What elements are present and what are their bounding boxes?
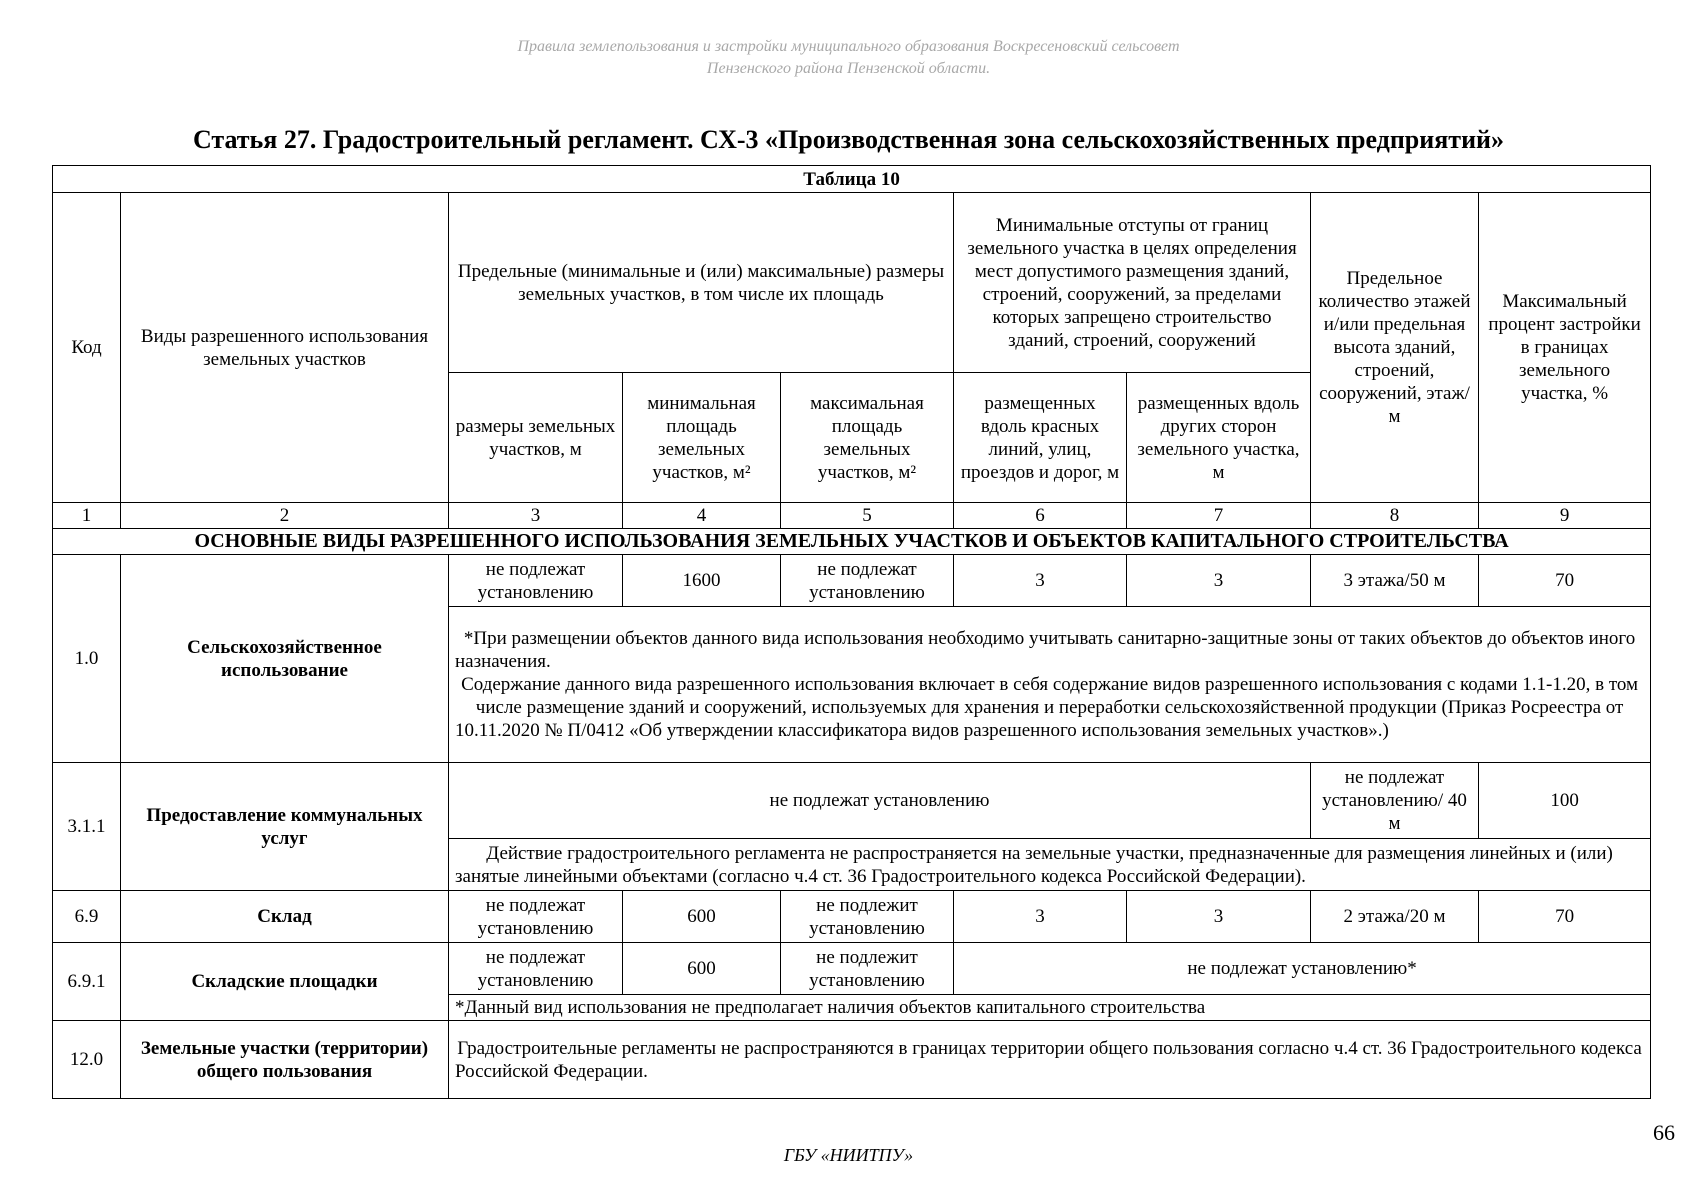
column-number: 2 bbox=[121, 503, 449, 529]
cell-limits-merged: не подлежат установлению bbox=[449, 763, 1311, 839]
cell-min-area: 1600 bbox=[623, 555, 781, 607]
cell-setback-red: 3 bbox=[954, 555, 1127, 607]
running-header-line-1: Правила землепользования и застройки муниципального образования Воскресеновский сельсовет bbox=[517, 38, 1180, 55]
header-sizes: размеры земельных участков, м bbox=[449, 373, 623, 503]
cell-max-area: не подлежит установлению bbox=[781, 943, 954, 995]
row-code: 6.9.1 bbox=[53, 943, 121, 1021]
header-coverage: Максимальный процент застройки в границах земельного участка, % bbox=[1479, 193, 1651, 503]
column-number: 6 bbox=[954, 503, 1127, 529]
cell-rest-merged: не подлежат установлению* bbox=[954, 943, 1651, 995]
row-code: 3.1.1 bbox=[53, 763, 121, 891]
article-title: Статья 27. Градостроительный регламент. СХ-3 «Производственная зона сельскохозяйственных предприятий» bbox=[192, 125, 1505, 154]
row-code: 6.9 bbox=[53, 891, 121, 943]
table-row bbox=[53, 763, 1651, 839]
row-code: 1.0 bbox=[53, 555, 121, 763]
row-note: *Данный вид использования не предполагает наличия объектов капитального строительства bbox=[449, 995, 1651, 1021]
header-kinds: Виды разрешенного использования земельных участков bbox=[121, 193, 449, 503]
table-row bbox=[53, 943, 1651, 995]
header-max-area: максимальная площадь земельных участков, м² bbox=[781, 373, 954, 503]
cell-max-area: не подлежит установлению bbox=[781, 891, 954, 943]
column-number: 5 bbox=[781, 503, 954, 529]
cell-floors: не подлежат установлению/ 40 м bbox=[1311, 763, 1479, 839]
running-header bbox=[0, 36, 1697, 80]
row-name: Сельскохозяйственное использование bbox=[121, 555, 449, 763]
cell-setback-red: 3 bbox=[954, 891, 1127, 943]
cell-min-area: 600 bbox=[623, 891, 781, 943]
cell-sizes: не подлежат установлению bbox=[449, 555, 623, 607]
column-number: 3 bbox=[449, 503, 623, 529]
cell-sizes: не подлежат установлению bbox=[449, 943, 623, 995]
table-row bbox=[53, 555, 1651, 607]
row-note: Градостроительные регламенты не распространяются в границах территории общего пользования согласно ч.4 ст. 36 Градостроительного кодекса Российской Федерации. bbox=[449, 1021, 1651, 1099]
column-number: 4 bbox=[623, 503, 781, 529]
row-note: Действие градостроительного регламента не распространяется на земельные участки, предназначенные для размещения линейных и (или) занятые линейными объектами (согласно ч.4 ст. 36 Градостроительного кодекса Российской Федерации). bbox=[449, 839, 1651, 891]
row-note bbox=[449, 607, 1651, 763]
note-paragraph: Содержание данного вида разрешенного использования включает в себя содержание видов разрешенного использования с кодами 1.1-1.20, в том числе размещение зданий и сооружений, используемых для хранения и переработки сельскохозяйственной продукции (Приказ Росреестра от 10.11.2020 № П/0412 «Об утверждении классификатора видов разрешенного использования земельных участков».) bbox=[455, 674, 1639, 741]
cell-floors: 2 этажа/20 м bbox=[1311, 891, 1479, 943]
cell-setback-other: 3 bbox=[1127, 891, 1311, 943]
row-name: Склад bbox=[121, 891, 449, 943]
header-setback-red: размещенных вдоль красных линий, улиц, проездов и дорог, м bbox=[954, 373, 1127, 503]
page-number: 66 bbox=[1653, 1120, 1675, 1145]
header-limits: Предельные (минимальные и (или) максимальные) размеры земельных участков, в том числе их площадь bbox=[449, 193, 954, 373]
row-name: Складские площадки bbox=[121, 943, 449, 1021]
header-setback-other: размещенных вдоль других сторон земельного участка, м bbox=[1127, 373, 1311, 503]
row-name: Земельные участки (территории) общего пользования bbox=[121, 1021, 449, 1099]
column-number: 1 bbox=[53, 503, 121, 529]
page-footer: ГБУ «НИИТПУ» bbox=[783, 1145, 914, 1165]
header-min-area: минимальная площадь земельных участков, м² bbox=[623, 373, 781, 503]
running-header-line-2: Пензенского района Пензенской области. bbox=[706, 60, 991, 77]
cell-max-area: не подлежат установлению bbox=[781, 555, 954, 607]
table-row bbox=[53, 891, 1651, 943]
table-row bbox=[53, 1021, 1651, 1099]
table-label: Таблица 10 bbox=[53, 166, 1651, 193]
column-numbers-row bbox=[53, 503, 1651, 529]
row-code: 12.0 bbox=[53, 1021, 121, 1099]
cell-sizes: не подлежат установлению bbox=[449, 891, 623, 943]
column-number: 7 bbox=[1127, 503, 1311, 529]
cell-coverage: 70 bbox=[1479, 555, 1651, 607]
note-paragraph: *При размещении объектов данного вида использования необходимо учитывать санитарно-защитные зоны от таких объектов до объектов иного назначения. bbox=[455, 628, 1636, 672]
row-name: Предоставление коммунальных услуг bbox=[121, 763, 449, 891]
header-floors: Предельное количество этажей и/или предельная высота зданий, строений, сооружений, этаж/м bbox=[1311, 193, 1479, 503]
cell-min-area: 600 bbox=[623, 943, 781, 995]
cell-coverage: 70 bbox=[1479, 891, 1651, 943]
column-number: 9 bbox=[1479, 503, 1651, 529]
header-setbacks: Минимальные отступы от границ земельного участка в целях определения мест допустимого размещения зданий, строений, сооружений, за пределами которых запрещено строительство зданий, строений, сооружений bbox=[954, 193, 1311, 373]
cell-setback-other: 3 bbox=[1127, 555, 1311, 607]
regulation-table bbox=[52, 165, 1651, 1099]
column-number: 8 bbox=[1311, 503, 1479, 529]
section-title: ОСНОВНЫЕ ВИДЫ РАЗРЕШЕННОГО ИСПОЛЬЗОВАНИЯ ЗЕМЕЛЬНЫХ УЧАСТКОВ И ОБЪЕКТОВ КАПИТАЛЬНОГО СТРОИТЕЛЬСТВА bbox=[53, 529, 1651, 555]
cell-floors: 3 этажа/50 м bbox=[1311, 555, 1479, 607]
cell-coverage: 100 bbox=[1479, 763, 1651, 839]
header-code: Код bbox=[53, 193, 121, 503]
